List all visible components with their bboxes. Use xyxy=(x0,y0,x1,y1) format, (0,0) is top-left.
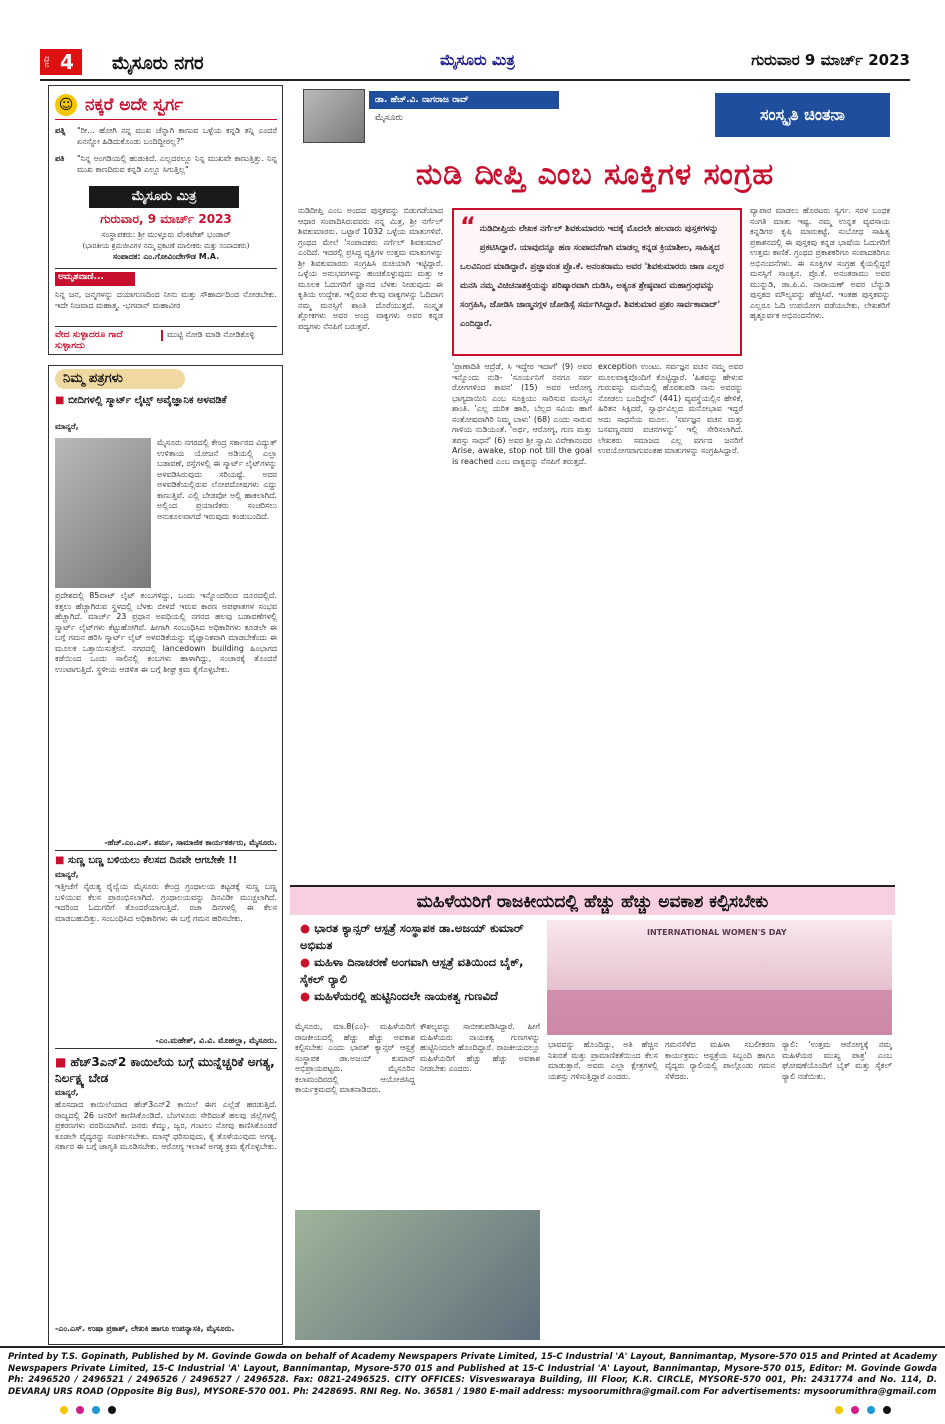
letter3-intro: ಮಾನ್ಯರೆ, xyxy=(55,1088,79,1097)
women-bullet-1: ● ಭಾರತ ಕ್ಯಾನ್ಸರ್ ಆಸ್ಪತ್ರೆ ಸಂಸ್ಥಾಪಕ ಡಾ.ಅಜಯ್ ಕುಮಾರ್ ಅಭಿಮತ xyxy=(300,921,524,952)
amrutha-title: ಅಮೃತವಾಣಿ... xyxy=(55,272,135,286)
page-number-badge xyxy=(40,49,108,75)
laugh-emoji-icon: ☺ xyxy=(55,94,77,116)
letter2-headline: ■ ಸುಣ್ಣ ಬಣ್ಣ ಬಳಿಯಲು ಕೆಲಸದ ದಿನವೇ ಆಗಬೇಕೇ !! xyxy=(55,855,238,866)
divider xyxy=(55,850,277,851)
nakkare-header xyxy=(55,90,277,120)
mast-line2: (ಭಾರತೀಯ ಶ್ರಮಜೀವಿಗಳ ನಮ್ಮ ಪ್ರಕಟಣೆ ಮಾಲೀಕರು ಮತ್ತು ಸಂಪಾದಕರು) xyxy=(82,242,250,250)
registration-dot xyxy=(835,1406,843,1414)
letter3-sign: -ಎಂ.ಎಸ್. ಉಷಾ ಪ್ರಕಾಶ್, ಲೇಖಕಿ ಹಾಗೂ ಉಪನ್ಯಾಸಕಿ, ಮೈಸೂರು. xyxy=(55,1324,235,1333)
registration-dot xyxy=(108,1406,116,1414)
article-col2: 'ಪ್ರಾಣಾದಿತಿ ಆದ್ರೆಡೆ, ಸಿ ಇದ್ದೇರ ಇದಾಗೆ' (9) ಅವರ ಇನ್ನೊಂದು ನುಡಿ- 'ಸೂರ್ಯನಿಗೆ ನನಗೂ ಸರ್ವ ರೋಗಗಳಿಂದ ಕಾವನ' (15) ಅವರ ಆರೋಗ್ಯ ಭಾಗ್ಯದಾಯಿನಿ ಎಂಬ ಸೂಕ್ತಿಯು ಸಾರಿಸುವ ಮನಸ್ಸಿನ ಶಾಂತಿ. 'ಎಲ್ಲ ದುರಿತ ಹಾರಿ, ಬೆಲ್ಲದ ಸವಿಯ ಹಾಗೆ ಸಂತೋಷವಾಗಿರಿ ನಿಮ್ಮ ಬಾಳು' (68) ಎಂದು ಸಾರುವ ಗಾಳಿಯ ನುಡಿಯಂತೆ. 'ಅರ್ಥ, ಆರೋಗ್ಯ, ಗುಣ ಮತ್ತು ತಪಸ್ಸು ಸಾಧನೆ' (6) ಅವರ ಶ್ರೀ ಸ್ವಾಮಿ ವಿವೇಕಾನಂದರ Arise, awake, stop not till the goal is reached ಎಂಬ ವಾಕ್ಯವನ್ನು ನೆನಪಿಗೆ ತರುತ್ತದೆ. xyxy=(452,362,592,466)
square-bullet-icon: ■ xyxy=(55,855,65,866)
women-bullet-3: ● ಮಹಿಳೆಯರಲ್ಲಿ ಹುಟ್ಟಿನಿಂದಲೇ ನಾಯಕತ್ವ ಗುಣವಿದೆ xyxy=(300,989,498,1003)
circle-bullet-icon: ● xyxy=(300,921,311,935)
square-bullet-icon: ■ xyxy=(55,1055,67,1069)
divider xyxy=(55,1048,277,1049)
registration-dot xyxy=(76,1406,84,1414)
author-place: ಮೈಸೂರು xyxy=(375,113,403,123)
amrutha-text: ನಿನ್ನ ಜನ, ಜನ್ಮಗಳನ್ನು ದಯಾಗುಣದಿಂದ ನೀನು ಮತ್ತು ಸೌಹಾರ್ದದಿಂದ ನೋಡಬೇಕು. ಇದೇ ನಿಜವಾದ ಮಹಾತ್ಮ. -ಭಗವಾನ್ ಮಹಾವೀರ xyxy=(55,290,277,310)
registration-dot xyxy=(883,1406,891,1414)
mast-date: ಗುರುವಾರ, 9 ಮಾರ್ಚ್ 2023 xyxy=(100,212,232,226)
article-byline xyxy=(295,85,895,145)
women-bullet-2: ● ಮಹಿಳಾ ದಿನಾಚರಣೆ ಅಂಗವಾಗಿ ಆಸ್ಪತ್ರೆ ವತಿಯಿಂದ ಬೈಕ್, ಸೈಕಲ್ ರ‍್ಯಾಲಿ xyxy=(300,955,524,986)
mast-line3: ಸಂಪಾದಕ: ಎಂ.ಗೋವಿಂದೇಗೌಡ M.A. xyxy=(112,252,220,261)
registration-dot xyxy=(851,1406,859,1414)
circle-bullet-icon: ● xyxy=(300,989,311,1003)
women-headline: ಮಹಿಳೆಯರಿಗೆ ರಾಜಕೀಯದಲ್ಲಿ ಹೆಚ್ಚು ಹೆಚ್ಚು ಅವಕಾಶ ಕಲ್ಪಿಸಬೇಕು xyxy=(416,892,769,912)
vesha-left: ವೇದ ಸುಳ್ಳಾದರೂ ಗಾದೆ ಸುಳ್ಳಾಗದು xyxy=(55,330,123,351)
quote-icon: “ xyxy=(460,212,476,240)
issue-date: ಗುರುವಾರ 9 ಮಾರ್ಚ್ 2023 xyxy=(751,51,910,69)
women-col-b: ಕೌಶಲ್ಯವನ್ನು ಸಾಬೀತುಪಡಿಸಿದ್ದಾರೆ. ಹೀಗೆ ಮಹಿಳೆಯರು ನಾಯಕತ್ವ ಗುಣಗಳನ್ನು ಹುಟ್ಟಿನಿಂದಲೇ ಹೊಂದಿದ್ದಾರೆ. ರಾಜಕೀಯದಲ್ಲೂ ಮಹಿಳೆಯರಿಗೆ ಹೆಚ್ಚು ಹೆಚ್ಚು ಅವಕಾಶ ನೀಡಬೇಕು ಎಂದರು. xyxy=(420,1022,540,1073)
rally-photo xyxy=(295,1210,540,1340)
article-col3: exception ಉಂಟು. ಸರ್ವಜ್ಞನ ವಚನ ನಮ್ಮ ಅವರ ಮೂಲವಾಕ್ಯವೊಂದಿಗೆ ಕೊಟ್ಟಿದ್ದಾರೆ. 'ಹಿತವನ್ನು ಹೇಳುವ ಗುರುವನ್ನು ಮನೆಯಲ್ಲಿ ಹೊರತುಪಡಿ ನಾನು ಅವರನ್ನು ನೋಡಲು ಬಂದಿದ್ದೇನೆ' (441) ವ್ಯವಸ್ಥೆಯಲ್ಲಿನ ಹೇಳಿಕೆ, ಹಿರಿತನ ಸಿಕ್ಕಿದರೆ, ಸ್ವಾರ್ಥವಿಲ್ಲದ ಮನೋಭಾವ ಇದ್ದರೆ ಅದು ಸಾಧನೆಯ ಮೂಲ. 'ಸರ್ವಜ್ಞನ ವಚನ ಮತ್ತು ಬಸವಣ್ಣನವರ ವಚನಗಳನ್ನು' ಇಲ್ಲಿ ಸೇರಿಸಲಾಗಿದೆ. ಲೇಖಕರು ಸಮಾಜದ ಎಲ್ಲ ವರ್ಗದ ಜನರಿಗೆ ಉಪಯೋಗವಾಗುವಂತಹ ಮಾತುಗಳನ್ನು ಸಂಗ್ರಹಿಸಿದ್ದಾರೆ. xyxy=(598,362,743,455)
photo-stage xyxy=(547,990,892,1035)
letter1-body-a: ಮೈಸೂರು ನಗರದಲ್ಲಿ ಕೇಂದ್ರ ಸರ್ಕಾರದ ವಿದ್ಯುತ್ ಉಳಿತಾಯ ಯೋಜನೆ ಅಡಿಯಲ್ಲಿ ಎಲ್ಲಾ ಬಡಾವಣೆ, ರಸ್ತೆಗಳಲ್ಲಿ ಈ ಸ್ಮಾರ್ಟ್ ಲೈಟ್‌ಗಳನ್ನು ಅಳವಡಿಸಿರುವುದು ಸರಿಯಷ್ಟೆ. ಅದರ ಅಳವಡಿಕೆಯಲ್ಲಿರುವ ಲೋಪದೋಷಗಳು ಎದ್ದು ಕಾಣುತ್ತಿವೆ. ಎಲ್ಲಿ ಬೇಡವೋ ಅಲ್ಲಿ ಹಾಕಲಾಗಿದೆ. ಅಲ್ಲಿಂದ ಪ್ರಯಾಣಿಕರು ಸಂಚರಿಸಲು ಅನುಕೂಲವಾಗದೆ ಇರುವುದು ಕಂಡುಬಂದಿದೆ. xyxy=(157,438,277,521)
letter1-sign: -ಹೆಚ್.ಎಂ.ಎಸ್. ಶರ್ಮ, ಸಾಮಾಜಿಕ ಕಾರ್ಯಕರ್ತರು, ಮೈಸೂರು. xyxy=(104,838,277,847)
letter1-body-b: ಪ್ರದೇಶದಲ್ಲಿ 85ವಾಟ್ ಲೈಟ್ ಕಂಬಗಳಿದ್ದು, ಒಂದು ಇನ್ನೊಂದರಿಂದ ದೂರದಲ್ಲಿದೆ. ಕತ್ತಲು ಹೆಚ್ಚಾಗಿರುವ ಸ್ಥಳದಲ್ಲಿ ಬೆಳಕು ಬೀಳದೆ ಇರುವ ಕಾರಣ ಅಪಘಾತಗಳ ಸಂಭವ ಹೆಚ್ಚಾಗಿದೆ. ಮಾರ್ಚ್ 23 ಪ್ರಧಾನ ಅವಧಿಯಲ್ಲಿ ನಗರದ ಹಲವು ಬಡಾವಣೆಗಳಲ್ಲಿ ಸ್ಮಾರ್ಟ್ ಲೈಟ್‌ಗಳು ಕೆಟ್ಟುಹೋಗಿವೆ. ಹೀಗಾಗಿ ಸಂಬಂಧಿಸಿದ ಅಧಿಕಾರಿಗಳು ಕೂಡಲೇ ಈ ಬಗ್ಗೆ ಗಮನ ಹರಿಸಿ ಸ್ಮಾರ್ಟ್ ಲೈಟ್ ಅಳವಡಿಕೆಯನ್ನು ವೈಜ್ಞಾನಿಕವಾಗಿ ಮಾಡಬೇಕೆಂದು ಈ ಮೂಲಕ ಒತ್ತಾಯಿಸುತ್ತೇನೆ. ನಗರದಲ್ಲಿ lancedown building ಹಿಂಭಾಗದ ಕಡೆಯಿಂದ ಒಂದು ಸಾಲಿನಲ್ಲಿ ಕಂಬಗಳು ಹಾಳಾಗಿದ್ದು, ಸಂಚಾರಕ್ಕೆ ತೊಂದರೆ ಉಂಟಾಗುತ್ತಿದೆ. ಸ್ಥಳೀಯ ಆಡಳಿತ ಈ ಬಗ್ಗೆ ಶೀಘ್ರ ಕ್ರಮ ಕೈಗೊಳ್ಳಬೇಕು. xyxy=(55,591,277,674)
photo-banner: INTERNATIONAL WOMEN'S DAY xyxy=(647,928,787,937)
article-col4: ವ್ಯಾಪಾರ ಮಾಡಲು ಹೊರಟರು ಸ್ವರ್ಗ. ಸರಳ ಬಂಧಕ ಸಂಗತಿ ಮಾತು ಇಷ್ಟ. ನಮ್ಮ ಉನ್ನತ ವ್ಯವಸಾಯ ಕನ್ನಡಿಗರ ಕೃಷಿ ಮಾರುಕಟ್ಟೆ. ಸುಬೋಧ ಸಾಹಿತ್ಯ ಪ್ರಕಾಶನದಲ್ಲಿ ಈ ಪುಸ್ತಕವು ಕನ್ನಡ ಭಾಷೆಯ ಓದುಗರಿಗೆ ಉತ್ತಮ ಕಾಣಿಕೆ. ಗ್ರಂಥದ ಪ್ರಕಾಶಕರಿಗೂ ಸಂಪಾದಕರಿಗೂ ಅಭಿನಂದನೆಗಳು. ಈ ಸೂಕ್ತಿಗಳ ಸಂಗ್ರಹ ಕೈಯಲ್ಲಿದ್ದರೆ ಮನಸ್ಸಿಗೆ ಸಾಂತ್ವನ. ಪ್ರೊ.ಕೆ. ಅನಂತರಾಮು ಅವರ ಮುನ್ನುಡಿ, ಡಾ.ಪಿ.ವಿ. ನಾರಾಯಣ್ ಅವರ ಬೆನ್ನುಡಿ ಪುಸ್ತಕದ ಮೌಲ್ಯವನ್ನು ಹೆಚ್ಚಿಸಿವೆ. ಇಂತಹ ಪುಸ್ತಕವನ್ನು ಎಲ್ಲರೂ ಓದಿ ಉಪಯೋಗ ಪಡೆಯಬೇಕು. ಲೇಖಕರಿಗೆ ಹೃತ್ಪೂರ್ವಕ ಅಭಿನಂದನೆಗಳು. xyxy=(750,206,890,320)
circle-bullet-icon: ● xyxy=(300,955,311,969)
women-col-d: ಗಮನಸೆಳೆದ ಮಹಿಳಾ ಸಬಲೀಕರಣ ಕಾರ್ಯಕ್ರಮ: ಆಸ್ಪತ್ರೆಯ ಸಿಬ್ಬಂದಿ ಹಾಗೂ ವೈದ್ಯರು ರ‍್ಯಾಲಿಯಲ್ಲಿ ಪಾಲ್ಗೊಂಡು ಗಮನ ಸೆಳೆದರು. xyxy=(665,1040,775,1081)
letters-section xyxy=(48,365,283,1345)
author-name: ಡಾ. ಹೆಚ್.ವಿ. ನಾಗರಾಜ ರಾವ್ xyxy=(369,91,559,109)
mast-logo: ಮೈಸೂರು ಮಿತ್ರ xyxy=(89,186,239,208)
women-col-e: ರ‍್ಯಾಲಿ: 'ಉತ್ತಮ ಆರೋಗ್ಯಕ್ಕೆ ನಮ್ಮ ಮಹಿಳೆಯರ ಮುಖ್ಯ ಪಾತ್ರ' ಎಂಬ ಘೋಷಣೆಯೊಂದಿಗೆ ಬೈಕ್ ಮತ್ತು ಸೈಕಲ್ ರ‍್ಯಾಲಿ ನಡೆಯಿತು. xyxy=(782,1040,892,1081)
mast-line1: ಸಂಸ್ಥಾಪಕರು: ಶ್ರೀ ಮುಳ್ಳೂರು ವೆಂಕಟೇಶ್ ಭಂಡಾರ್ xyxy=(101,230,231,239)
author-photo xyxy=(303,89,365,143)
registration-dot xyxy=(867,1406,875,1414)
page-label: ಪುಟ xyxy=(40,49,52,75)
vesha-right: ಮುಟ್ಟಿ ನೋಡಿ ಮಾಡಿ ನೋಡಿಕೊಳ್ಳಿ xyxy=(161,330,277,341)
letter1-headline: ■ ಬೀದಿಗಳಲ್ಲಿ ಸ್ಮಾರ್ಟ್ ಲೈಟ್ಸ್ ಅವೈಜ್ಞಾನಿಕ ಅಳವಡಿಕೆ xyxy=(55,395,227,406)
print-line: Printed by T.S. Gopinath, Published by M. Govinde Gowda on behalf of Academy Newspapers Private Limited, 15-C Industrial 'A' Layout, Bannimantap, Mysore-570 015 and Printed at Academy Newspapers Private Limited, 15-C Industrial 'A' Layout, Bannimantap, Mysore-570 015 and Published at 15-C Industrial 'A' Layout, Bannimantap, Mysore-570 015, Editor: M. Govinde Gowda Ph: 2496520 / 2496521 / 2496526 / 2496527 / 2496528. Fax: 0821-2496525. CITY OFFICES: Visveswaraya Building, III Floor, K.R. CIRCLE, MYSORE-570 001, Ph: 2431774 and No. 114, D. DEVARAJ URS ROAD (Opposite Big Bus), MYSORE-570 001. Ph: 2428695. RNI Reg. No. 36581 / 1980 E-mail address: mysoorumithra@gmail.com For advertisements: mysoorumithra@gmail.com xyxy=(0,1346,945,1396)
divider xyxy=(55,326,277,327)
letter3-body: ಹೊಸದಾದ ಕಾಯಿಲೆಯಾದ ಹೆಚ್3ಎನ್2 ಕಾಯಿಲೆ ಈಗ ಎಲ್ಲೆಡೆ ಹರಡುತ್ತಿದೆ. ರಾಜ್ಯದಲ್ಲಿ 26 ಜನರಿಗೆ ಕಾಣಿಸಿಕೊಂಡಿದೆ. ಬೆಂಗಳೂರು ಸೇರಿದಂತೆ ಹಲವು ಜಿಲ್ಲೆಗಳಲ್ಲಿ ಪ್ರಕರಣಗಳು ವರದಿಯಾಗಿವೆ. ಜನರು ಕೆಮ್ಮು, ಜ್ವರ, ಗಂಟಲು ನೋವು ಕಾಣಿಸಿಕೊಂಡರೆ ಕೂಡಲೇ ವೈದ್ಯರನ್ನು ಸಂಪರ್ಕಿಸಬೇಕು. ಮಾಸ್ಕ್ ಧರಿಸುವುದು, ಕೈ ತೊಳೆಯುವುದು ಅಗತ್ಯ. ಸರ್ಕಾರ ಈ ಬಗ್ಗೆ ಜಾಗೃತಿ ಮೂಡಿಸಬೇಕು. ಆರೋಗ್ಯ ಇಲಾಖೆ ಅಗತ್ಯ ಕ್ರಮ ಕೈಗೊಳ್ಳಬೇಕು. xyxy=(55,1100,277,1151)
women-day-photo xyxy=(547,920,892,1035)
pull-quote: “ ನುಡಿದೀಪ್ತಿಯ ಲೇಖಕ ನರ್ಗೆಲ್ ಶಿವಕುಮಾರರು ಇದಕ್ಕೆ ಮೊದಲೇ ಹಲವಾರು ಪುಸ್ತಕಗಳನ್ನು ಪ್ರಕಟಿಸಿದ್ದಾರೆ. ಯಾವುದನ್ನೂ ಹಣ ಸಂಪಾದನೆಗಾಗಿ ಮಾಡಲ್ಲ ಕನ್ನಡ ಕ್ರಿಯಾಶೀಲ, ಸಾಹಿತ್ಯದ ಒಲವಿನಿಂದ ಮಾಡಿದ್ದಾರೆ. ಪ್ರಜ್ಞಾವಂತ ಪ್ರೊ.ಕೆ. ಅನಂತರಾಮು ಅವರ 'ಶಿವಕುಮಾರರು ಜಾಣ ಎಲ್ಲರ ಮನಸಿ ನಮ್ಮ ವಿಚಿಚನಾಶಕ್ತಿಯನ್ನು ಪರಿಷ್ಕಾರವಾಗಿ ದುಡಿಸಿ, ಅತ್ಯಂತ ಶ್ರೇಷ್ಠವಾದ ಮಹಾಗ್ರಂಥವನ್ನು ಸಂಗ್ರಹಿಸಿ, ಜೋಡಿಸಿ ಜಾಣ್ಮನಗ್ಗಳ ಜೋಡಿಸ್ಸೆ ಸರ್ಮಗಿಸಿದ್ದಾರೆ. ಶಿವಕುಮಾರ ಪ್ರಶಂ ಸಾರ್ವಕಾವಾದ್' ಎಂದಿದ್ದಾರೆ. xyxy=(452,208,742,356)
women-col-a: ಮೈಸೂರು, ಮಾ.8(ಎಂ)- ಮಹಿಳೆಯರಿಗೆ ರಾಜಕೀಯದಲ್ಲಿ ಹೆಚ್ಚು ಹೆಚ್ಚು ಅವಕಾಶ ಕಲ್ಪಿಸಬೇಕು ಎಂದು ಭಾರತ್ ಕ್ಯಾನ್ಸರ್ ಆಸ್ಪತ್ರೆ ಸಂಸ್ಥಾಪಕ ಡಾ.ಅಜಯ್ ಕುಮಾರ್ ಅಭಿಪ್ರಾಯಪಟ್ಟರು. ಮೈಸೂರಿನ ಕಲಾಮಂದಿರದಲ್ಲಿ ಆಯೋಜಿಸಿದ್ದ ಕಾರ್ಯಕ್ರಮದಲ್ಲಿ ಮಾತನಾಡಿದರು. xyxy=(295,1022,415,1094)
nakkare-title: ನಕ್ಕರೆ ಅದೇ ಸ್ವರ್ಗ xyxy=(85,94,184,115)
registration-dot xyxy=(60,1406,68,1414)
joke-question: ಪತ್ನಿ "ರೀ... ಹೋಗಿ ನನ್ನ ಮುಖ ಚೆನ್ನಾಗಿ ಕಾಣುವ ಒಳ್ಳೆಯ ಕನ್ನಡಿ ತನ್ನಿ ಎಂದರೆ ಏನನ್ನೋ ಹಿಡಿದುಕೊಂಡು ಬಂದಿದ್ದೀರಲ್ಲ?" xyxy=(55,126,277,146)
letter2-intro: ಮಾನ್ಯರೆ, xyxy=(55,870,79,879)
letter3-headline: ■ ಹೆಚ್3ಎನ್2 ಕಾಯಿಲೆಯ ಬಗ್ಗೆ ಮುನ್ನೆಚ್ಚರಿಕೆ ಅಗತ್ಯ, ನಿರ್ಲಕ್ಷ್ಯ ಬೇಡ xyxy=(55,1055,275,1085)
square-bullet-icon: ■ xyxy=(55,395,65,406)
joke-answer: ಪತಿ "ನಿನ್ನ ಅಂಗಡಿಯಲ್ಲಿ ಹುಡುಕಿದೆ. ಎಲ್ಲದರಲ್ಲೂ ನಿನ್ನ ಮುಖವೇ ಕಾಣುತ್ತಿತ್ತು. ನಿನ್ನ ಮುಖ ಕಾಣದಿರುವ ಕನ್ನಡಿ ಎಲ್ಲೂ ಸಿಗುತ್ತಿಲ್ಲ" xyxy=(55,154,277,174)
letter2-body: ಇತ್ತೀಚೆಗೆ ನೈರುತ್ಯ ರೈಲ್ವೆಯ ಮೈಸೂರು ಕೇಂದ್ರ ಗ್ರಂಥಾಲಯ ಕಟ್ಟಡಕ್ಕೆ ಸುಣ್ಣ ಬಣ್ಣ ಬಳಿಯುವ ಕೆಲಸ ಪ್ರಾರಂಭಿಸಲಾಗಿದೆ. ಗ್ರಂಥಾಲಯವನ್ನು ದಿನವಿಡೀ ಮುಚ್ಚಲಾಗಿದೆ. ಇದರಿಂದ ಓದುಗರಿಗೆ ತೊಂದರೆಯಾಗುತ್ತಿದೆ. ರಜಾ ದಿನಗಳಲ್ಲಿ ಈ ಕೆಲಸ ಮಾಡಬಹುದಿತ್ತು. ಸಂಬಂಧಿಸಿದ ಅಧಿಕಾರಿಗಳು ಈ ಬಗ್ಗೆ ಗಮನ ಹರಿಸಬೇಕು. xyxy=(55,882,277,923)
nimma-title: ನಿಮ್ಮ ಪತ್ರಗಳು xyxy=(55,369,185,389)
women-headline-bar xyxy=(290,885,895,915)
nakkare-box xyxy=(48,85,283,355)
masthead: ಮೈಸೂರು ಮಿತ್ರ xyxy=(440,51,515,69)
article-headline-box xyxy=(300,150,890,200)
letter1-intro: ಮಾನ್ಯರೆ, xyxy=(55,422,79,431)
column-name: ಸಂಸ್ಕೃತಿ ಚಿಂತನಾ xyxy=(715,93,890,137)
street-photo xyxy=(55,438,151,588)
article-col1: ನುಡಿದೀಪ್ತಿ ಎಂಬ ಅಂದದ ಪುಸ್ತಕವನ್ನು ಬಿಡುಗಡೆಯಾದ ಆಧಾರ ಸಂಪಾದಿಸಿರುವವರು ನನ್ನ ಮಿತ್ರ, ಶ್ರೀ ನರ್ಗೆಲ್ ಶಿವಕುಮಾರರು. ಒಟ್ಟಾರೆ 1032 ಒಳ್ಳೆಯ ಮಾತುಗಳಿವೆ. ಗ್ರಂಥದ ಮೇಲೆ 'ಸಂಪಾದಕರು ನರ್ಗೆಲ್ ಶಿವಕುಮಾರ' ಎಂದಿದೆ. ಇದರಲ್ಲಿ ಪ್ರಸಿದ್ಧ ವ್ಯಕ್ತಿಗಳ ಉತ್ತಮ ಮಾತುಗಳನ್ನು ಶ್ರೀ ಶಿವಕುಮಾರರು ಸಂಗ್ರಹಿಸಿ ರುಚಿಯಾಗಿ ಇಟ್ಟಿದ್ದಾರೆ. ಒಳ್ಳೆಯ ಅನುಭವಗಳನ್ನು ಹಂಚಿಕೊಳ್ಳುವುದು ಮತ್ತು ಆ ಮೂಲಕ ಓದುಗರಿಗೆ ಜ್ಞಾನದ ಬೆಳಕು ನೀಡುವುದು ಈ ಕೃತಿಯ ಉದ್ದೇಶ. ಇಲ್ಲಿರುವ ಕೆಲವು ವಾಕ್ಯಗಳನ್ನು ಓದಿದಾಗ ನಮ್ಮ ಮನಸ್ಸಿಗೆ ಶಾಂತಿ ದೊರೆಯುತ್ತದೆ. ಸಂಸ್ಕೃತ ಶ್ಲೋಕಗಳು ಅವರ ಅಂದ್ರ ವಾಕ್ಯಗಳು ಅವರ ಕನ್ನಡ ಪದ್ಯಗಳು ನೆನಪಿಗೆ ಬರುತ್ತವೆ. xyxy=(298,206,443,331)
page-header xyxy=(40,45,910,81)
divider xyxy=(55,268,277,269)
letter2-sign: -ಎಂ.ಮಹೇಶ್, ವಿ.ವಿ. ಮೊಹಲ್ಲಾ, ಮೈಸೂರು. xyxy=(155,1036,277,1045)
article-headline: ನುಡಿ ದೀಪ್ತಿ ಎಂಬ ಸೂಕ್ತಿಗಳ ಸಂಗ್ರಹ xyxy=(415,157,775,192)
registration-dot xyxy=(92,1406,100,1414)
women-col-c: ಭಾವವನ್ನು ಹೊಂದಿದ್ದು, ಅತಿ ಹೆಚ್ಚಿನ ನಿಖರತೆ ಮತ್ತು ಪ್ರಾಮಾಣಿಕತೆಯಿಂದ ಕೆಲಸ ಮಾಡುತ್ತಾರೆ. ಅವರು ಎಲ್ಲಾ ಕ್ಷೇತ್ರಗಳಲ್ಲಿ ಯಶಸ್ಸು ಗಳಿಸುತ್ತಿದ್ದಾರೆ ಎಂದರು. xyxy=(548,1040,658,1081)
women-bullets xyxy=(300,920,540,1010)
section-title: ಮೈಸೂರು ನಗರ xyxy=(112,53,204,74)
page-number: 4 xyxy=(52,49,82,75)
